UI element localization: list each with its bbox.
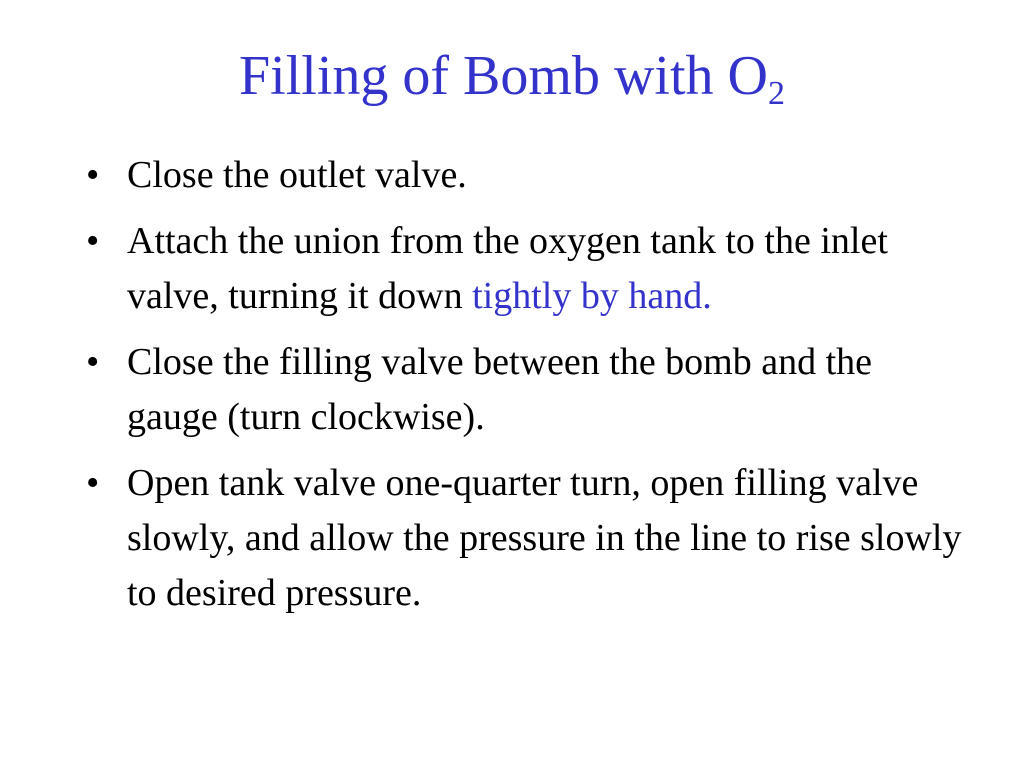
bullet-item: [82, 456, 962, 621]
bullet-list: [82, 148, 962, 632]
bullet-highlight-text: tightly by hand.: [472, 275, 712, 317]
slide-title: [0, 36, 1024, 116]
bullet-text: Close the filling valve between the bomb and the gauge (turn clockwise).: [127, 341, 873, 438]
bullet-item: [82, 214, 962, 324]
bullet-text: Open tank valve one-quarter turn, open filling valve slowly, and allow the pressure in the line to rise slowly to desired pressure.: [127, 462, 962, 614]
bullet-text: Close the outlet valve.: [127, 154, 467, 196]
bullet-icon: •: [86, 462, 100, 504]
slide-title-text: Filling of Bomb with O: [239, 45, 768, 107]
bullet-item: [82, 335, 962, 445]
bullet-icon: •: [86, 220, 100, 262]
bullet-icon: •: [86, 154, 100, 196]
bullet-text: Attach the union from the oxygen tank to the inlet valve, turning it down: [127, 220, 888, 317]
slide-title-subscript: 2: [767, 75, 785, 112]
bullet-icon: •: [86, 341, 100, 383]
bullet-item: [82, 148, 962, 203]
